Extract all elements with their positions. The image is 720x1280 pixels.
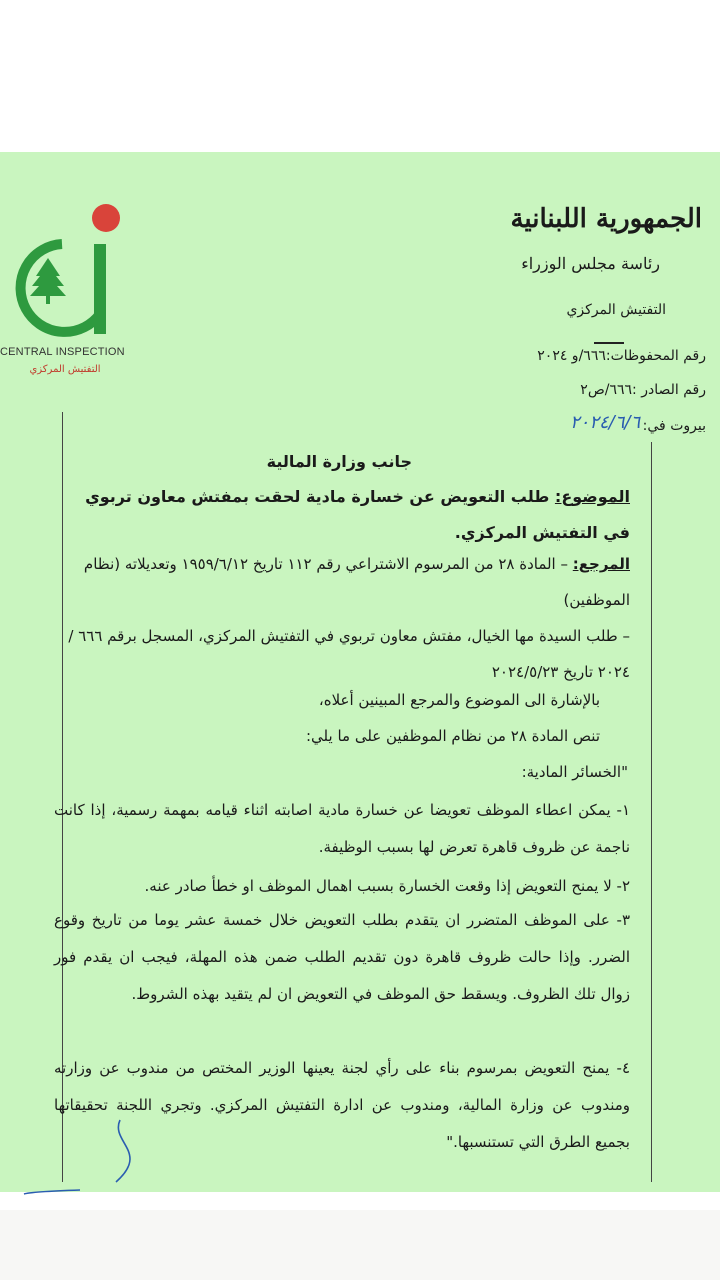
clause-3: ٣- على الموظف المتضرر ان يتقدم بطلب التعويض خلال خمسة عشر يوما من تاريخ وقوع الضرر. وإذا حالت ظروف قاهرة دون تقديم الطلب ضمن هذه المهلة، فيجب ان يقدم فور زوال تلك الظروف. ويسقط حق الموظف في التعويض ان لم يتقيد بهذه الشروط. [54,911,630,1003]
subject-text: طلب التعويض عن خسارة مادية لحقت بمفتش معاون تربوي في التفتيش المركزي. [85,487,630,542]
department-title: التفتيش المركزي [566,302,666,318]
addressee: جانب وزارة المالية [266,452,412,471]
archive-number: رقم المحفوظات:٦٦٦/و ٢٠٢٤ [537,348,706,364]
logo-red-dot [92,204,120,232]
reference-2: – طلب السيدة مها الخيال، مفتش معاون تربوي في التفتيش المركزي، المسجل برقم ٦٦٦ /٢٠٢٤ تاريخ ٢٠٢٤/٥/٢٣ [68,627,630,681]
handwritten-date-text: ٢٠٢٤/٦/٦ [570,412,641,433]
clause-4: ٤- يمنح التعويض بمرسوم بناء على رأي لجنة يعينها الوزير المختص من مندوب عن وزارته ومندوب عن وزارة المالية، ومندوب عن ادارة التفتيش المركزي. وتجري اللجنة تحقيقاتها بجميع الطرق التي تستنسبها." [54,1059,630,1151]
document-page [0,152,720,1192]
outgoing-number: رقم الصادر :٦٦٦/ص٢ [580,382,706,398]
losses-heading: "الخسائر المادية: [521,763,628,781]
date-label: بيروت في: [642,418,706,434]
republic-title: الجمهورية اللبنانية [510,204,702,234]
reference-label: المرجع: [572,555,630,573]
logo-name-ar: التفتيش المركزي [29,364,101,375]
reference-1 [60,546,630,618]
clause-1: ١- يمكن اعطاء الموظف تعويضا عن خسارة مادية اصابته اثناء قيامه بمهمة رسمية، إذا كانت ناجمة عن ظروف قاهرة تعرض لها بسبب الوظيفة. [54,801,630,856]
article-paragraph: تنص المادة ٢٨ من نظام الموظفين على ما يلي: [305,727,600,745]
intro-paragraph: بالإشارة الى الموضوع والمرجع المبينين أعلاه، [318,691,600,709]
logo-name-en: CENTRAL INSPECTION [0,346,125,358]
reference-1-text: – المادة ٢٨ من المرسوم الاشتراعي رقم ١١٢ تاريخ ١٩٥٩/٦/١٢ وتعديلاته (نظام الموظفين) [83,555,630,609]
presidency-title: رئاسة مجلس الوزراء [521,254,660,273]
cedar-icon [30,258,66,304]
header-rule [594,342,624,344]
bottom-margin [0,1210,720,1280]
signature-scribble [20,1112,200,1192]
subject-label: الموضوع: [554,487,630,506]
subject [70,479,630,551]
clause-2: ٢- لا يمنح التعويض إذا وقعت الخسارة بسبب اهمال الموظف او خطأ صادر عنه. [144,877,630,895]
logo-c-arc [21,244,100,332]
right-margin-line [651,442,652,1182]
handwritten-date [420,408,641,438]
logo-i-bar [94,244,106,334]
